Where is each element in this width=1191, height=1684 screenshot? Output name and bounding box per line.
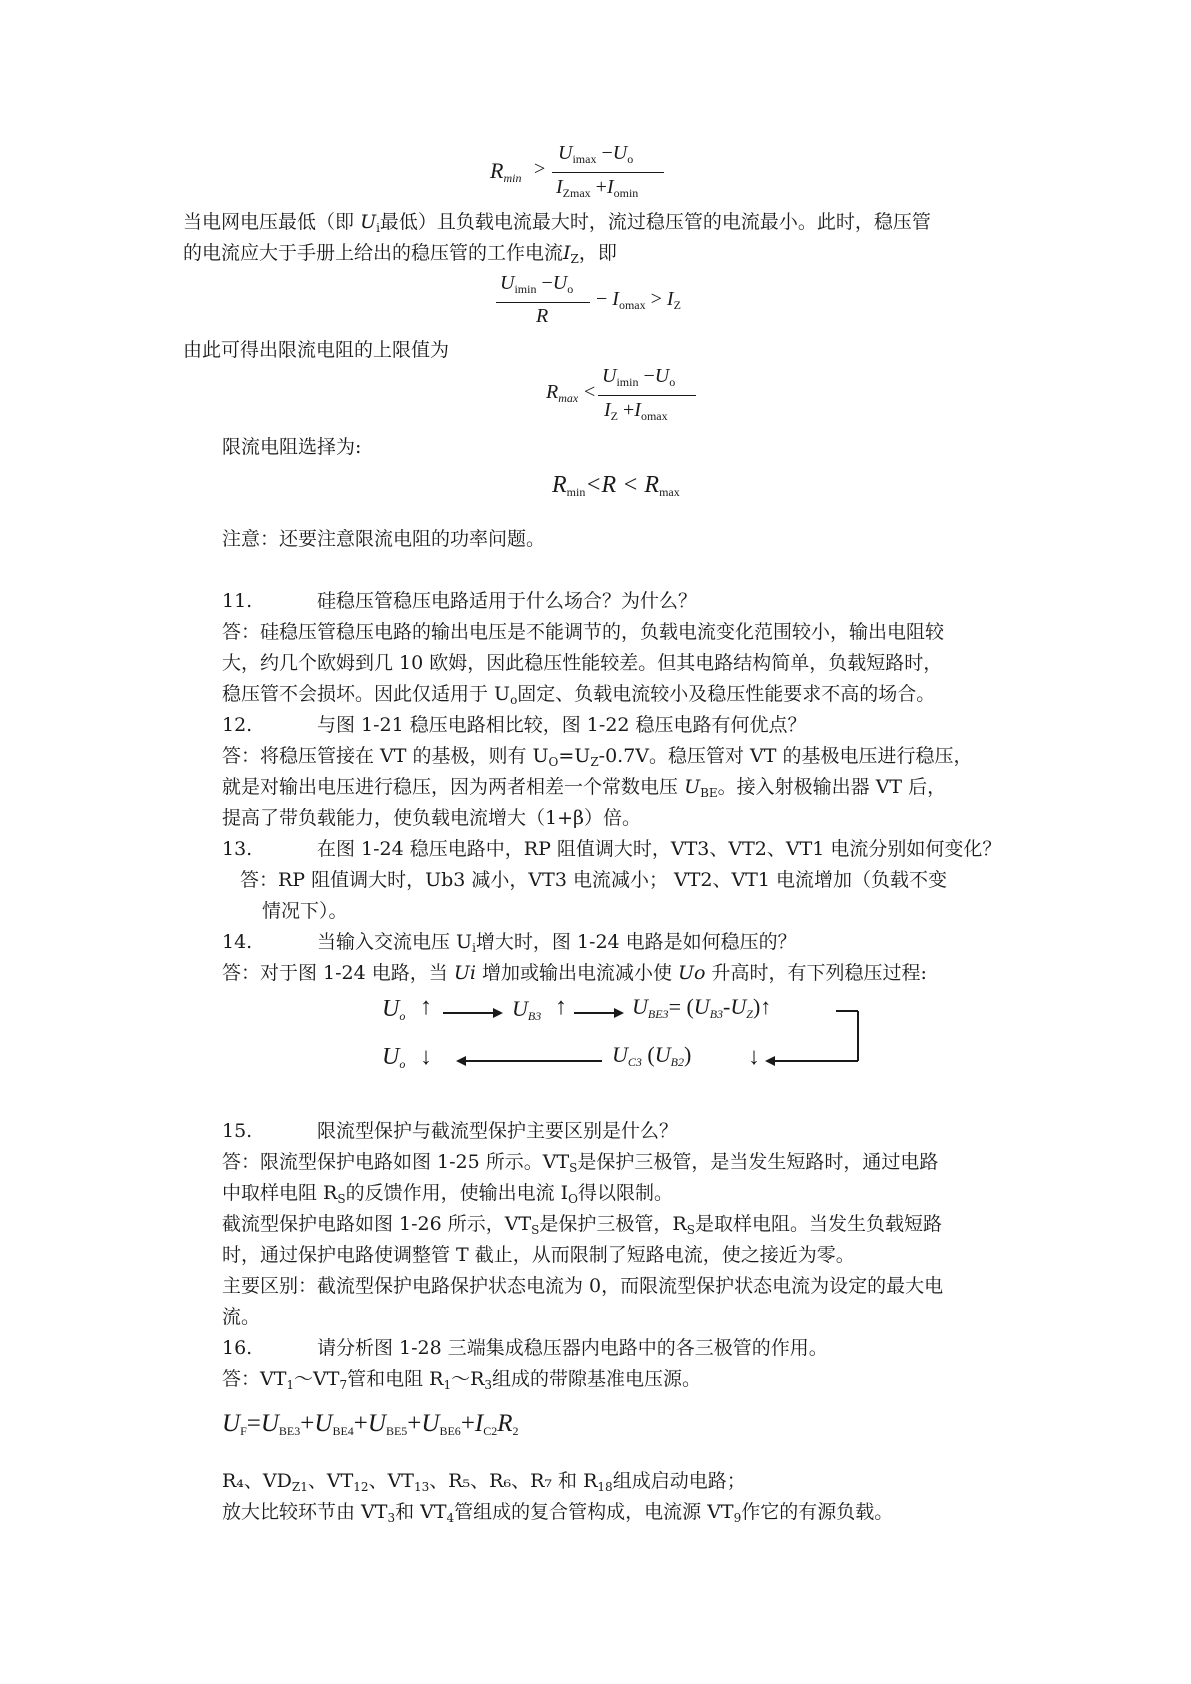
text-symbol: Uo xyxy=(678,962,706,984)
formula-sub: omin xyxy=(613,186,639,200)
up-arrow-icon: ↑ xyxy=(555,994,567,1020)
text-sub: S xyxy=(569,1161,578,1175)
diagram-operator: = ( xyxy=(668,994,694,1019)
formula-operator: < xyxy=(584,381,596,403)
text-run: 答：限流型保护电路如图 1-25 所示。VT xyxy=(222,1151,570,1173)
text-run: ～R xyxy=(451,1368,485,1390)
text-sub: S xyxy=(531,1223,540,1237)
formula-symbol: U xyxy=(260,1410,279,1437)
formula-sub: o xyxy=(627,152,634,166)
text-run: 是取样电阻。当发生负载短路 xyxy=(694,1213,942,1235)
formula-symbol: I xyxy=(474,1410,484,1437)
diagram-symbol: U xyxy=(730,994,747,1019)
question-number: 13. xyxy=(222,838,253,860)
formula-sub: max xyxy=(659,485,680,499)
text-run: 截流型保护电路如图 1-26 所示，VT xyxy=(222,1213,532,1235)
answer-line xyxy=(222,1466,746,1496)
text-symbol: U xyxy=(360,211,377,233)
formula-symbol: R xyxy=(490,158,504,183)
text-sub: 3 xyxy=(484,1378,493,1392)
formula-symbol: I xyxy=(604,399,611,421)
answer-line: 主要区别：截流型保护电路保护状态电流为 0，而限流型保护状态电流为设定的最大电 xyxy=(222,1275,944,1297)
text-run: 是保护三极管，是当发生短路时，通过电路 xyxy=(577,1151,939,1173)
text-run: ～VT xyxy=(294,1368,340,1390)
formula-sub: Z xyxy=(610,409,619,423)
text-run: 放大比较环节由 VT xyxy=(222,1501,388,1523)
formula-operator: <R < xyxy=(585,472,639,498)
formula-sub: Z xyxy=(673,298,681,312)
text-run: 的反馈作用，使输出电流 I xyxy=(345,1182,569,1204)
question-number: 12. xyxy=(222,714,253,736)
text-sub: Z1 xyxy=(291,1480,308,1494)
formula-sub: imin xyxy=(616,375,639,389)
formula-sub: C2 xyxy=(483,1424,498,1438)
diagram-symbol: U xyxy=(693,994,710,1019)
question-text: 增大时，图 1-24 电路是如何稳压的？ xyxy=(475,931,797,953)
answer-line: 答：RP 阻值调大时，Ub3 减小，VT3 电流减小； VT2、VT1 电流增加（负载不变 xyxy=(240,869,948,891)
formula-sub: BE5 xyxy=(385,1424,408,1438)
down-arrow-icon: ↓ xyxy=(748,1044,760,1070)
formula-operator: > xyxy=(534,158,546,180)
diagram-sub: o xyxy=(399,1009,406,1023)
formula-symbol: R xyxy=(546,381,559,403)
diagram-expression xyxy=(612,1042,691,1068)
formula-operator: = xyxy=(246,1410,261,1437)
question-text: 当输入交流电压 U xyxy=(317,931,473,953)
text-run: 得以限制。 xyxy=(577,1182,673,1204)
answer-line: 流。 xyxy=(222,1306,261,1328)
answer-line xyxy=(222,1209,942,1239)
formula-symbol: U xyxy=(558,142,573,164)
formula-sub: o xyxy=(669,375,676,389)
text-run: 当电网电压最低（即 xyxy=(183,211,355,233)
question-text: 在图 1-24 稳压电路中，RP 阻值调大时，VT3、VT2、VT1 电流分别如何变化？ xyxy=(317,838,1002,860)
formula-symbol: R xyxy=(644,472,660,498)
diagram-operator: ) xyxy=(683,1042,692,1067)
formula-symbol: U xyxy=(602,365,617,387)
text-run: 答：VT xyxy=(222,1368,287,1390)
text-run: 组成的带隙基准电压源。 xyxy=(492,1368,702,1390)
formula-symbol: U xyxy=(552,272,568,294)
text-run: 升高时，有下列稳压过程: xyxy=(711,962,927,984)
formula-sub: min xyxy=(566,485,586,499)
text-run: 、VT xyxy=(368,1470,414,1492)
text-run: 管和电阻 R xyxy=(347,1368,444,1390)
answer-line: 提高了带负载能力，使负载电流增大（1+β）倍。 xyxy=(222,807,641,829)
formula-uf xyxy=(222,1410,519,1438)
text-sub: 18 xyxy=(597,1480,613,1494)
answer-line xyxy=(222,1364,701,1394)
formula-symbol: I xyxy=(634,399,641,421)
diagram-expression xyxy=(632,994,771,1020)
text-run: 是保护三极管，R xyxy=(539,1213,687,1235)
formula-symbol: U xyxy=(421,1410,440,1437)
formula-symbol: R xyxy=(536,305,549,327)
formula-operator: + xyxy=(300,1410,315,1437)
formula-sub: BE6 xyxy=(439,1424,461,1438)
text-run: 。接入射极输出器 VT 后， xyxy=(717,776,947,798)
question-line xyxy=(222,1116,678,1146)
diagram-symbol: U xyxy=(632,994,648,1019)
text-run: 增加或输出电流减小使 xyxy=(481,962,672,984)
text-sub: 7 xyxy=(339,1378,348,1392)
paragraph-line: 由此可得出限流电阻的上限值为 xyxy=(183,339,450,361)
formula-operator: − xyxy=(596,288,608,310)
answer-line: 时，通过保护电路使调整管 T 截止，从而限制了短路电流，使之接近为零。 xyxy=(222,1244,855,1266)
text-sub: o xyxy=(510,693,518,707)
answer-line xyxy=(222,1497,893,1527)
formula-sub: BE3 xyxy=(278,1424,301,1438)
formula-sub: omax xyxy=(640,409,668,423)
formula-operator: − xyxy=(643,365,655,387)
arrow-head xyxy=(456,1056,466,1066)
arrow-head xyxy=(614,1008,624,1018)
text-sub: 1 xyxy=(286,1378,295,1392)
formula-symbol: U xyxy=(367,1410,386,1437)
text-run: 和 VT xyxy=(395,1501,447,1523)
formula-symbol: U xyxy=(654,365,670,387)
diagram-sub: B3 xyxy=(709,1007,724,1021)
formula-sub: min xyxy=(503,171,522,185)
text-sub: S xyxy=(686,1223,695,1237)
formula-sub: omax xyxy=(618,298,646,312)
formula-symbol: I xyxy=(606,176,614,198)
question-number: 16. xyxy=(222,1337,253,1359)
text-sub: 3 xyxy=(387,1511,396,1525)
text-symbol: U xyxy=(684,776,701,798)
formula-symbol: R xyxy=(497,1410,513,1437)
text-sub: i xyxy=(472,941,476,955)
question-text: 与图 1-21 稳压电路相比较，图 1-22 稳压电路有何优点？ xyxy=(317,714,807,736)
diagram-sub: o xyxy=(399,1057,406,1071)
formula-symbol: U xyxy=(500,272,515,294)
formula-operator: + xyxy=(460,1410,475,1437)
diagram-row-2 xyxy=(382,1044,405,1071)
text-run: 组成启动电路； xyxy=(612,1470,746,1492)
text-run: 管组成的复合管构成，电流源 VT xyxy=(454,1501,734,1523)
text-sub: i xyxy=(376,221,380,235)
text-sub: Z xyxy=(570,252,579,266)
text-run: 最低）且负载电流最大时，流过稳压管的电流最小。此时，稳压管 xyxy=(379,211,931,233)
diagram-symbol-ub3 xyxy=(512,996,541,1022)
text-sub: O xyxy=(568,1192,578,1206)
diagram-symbol: U xyxy=(512,996,528,1021)
formula-operator: + xyxy=(407,1410,422,1437)
arrow-head xyxy=(765,1056,775,1066)
text-sub: 4 xyxy=(446,1511,455,1525)
diagram-operator: ( xyxy=(647,1042,655,1067)
text-sub: 12 xyxy=(353,1480,369,1494)
diagram-sub: B3 xyxy=(527,1009,542,1023)
diagram-symbol: U xyxy=(382,996,400,1022)
diagram-symbol: U xyxy=(382,1044,400,1070)
text-run: 稳压管不会损坏。因此仅适用于 U xyxy=(222,683,511,705)
formula-sub: 2 xyxy=(512,1424,519,1438)
formula-sub: o xyxy=(567,282,574,296)
diagram-symbol: U xyxy=(654,1042,671,1067)
text-run: 、R₅、R₆、R₇ 和 R xyxy=(429,1470,598,1492)
diagram-sub: B2 xyxy=(670,1055,684,1069)
text-run: 答：对于图 1-24 电路，当 xyxy=(222,962,448,984)
question-text: 限流型保护与截流型保护主要区别是什么？ xyxy=(317,1120,679,1142)
formula-symbol: U xyxy=(222,1410,241,1437)
text-run: R₄、VD xyxy=(222,1470,292,1492)
diagram-sub: Z xyxy=(746,1007,753,1021)
text-run: ，即 xyxy=(578,242,617,264)
answer-line xyxy=(222,1147,938,1177)
formula-sub: imax xyxy=(572,152,597,166)
formula-sub: BE4 xyxy=(332,1424,354,1438)
question-line xyxy=(222,1333,828,1363)
formula-operator: + xyxy=(353,1410,368,1437)
question-number: 15. xyxy=(222,1120,253,1142)
question-number: 11. xyxy=(222,590,253,612)
text-run: 固定、负载电流较小及稳压性能要求不高的场合。 xyxy=(517,683,936,705)
text-sub: 13 xyxy=(413,1480,430,1494)
formula-operator: − xyxy=(601,142,613,164)
formula-sub: imin xyxy=(514,282,537,296)
formula-operator: > xyxy=(650,288,662,310)
question-text: 硅稳压管稳压电路适用于什么场合？为什么？ xyxy=(317,590,698,612)
text-run: -0.7V。稳压管对 VT 的基极电压进行稳压， xyxy=(598,745,973,767)
formula-operator: − xyxy=(541,272,553,294)
answer-line: 大，约几个欧姆到几 10 欧姆，因此稳压性能较差。但其电路结构简单，负载短路时， xyxy=(222,652,943,674)
formula-symbol: I xyxy=(612,288,619,310)
arrow-head xyxy=(493,1008,503,1018)
down-arrow-icon: ↓ xyxy=(420,1044,432,1070)
formula-operator: + xyxy=(595,176,607,198)
formula-sub: Zmax xyxy=(562,186,591,200)
answer-line: 情况下）。 xyxy=(262,900,348,922)
paragraph-line: 注意：还要注意限流电阻的功率问题。 xyxy=(222,528,546,550)
formula-sub: F xyxy=(240,1424,247,1438)
question-text: 请分析图 1-28 三端集成稳压器内电路中的各三极管的作用。 xyxy=(317,1337,828,1359)
formula-symbol: I xyxy=(666,288,674,310)
text-sub: Z xyxy=(590,755,599,769)
diagram-sub: C3 xyxy=(627,1055,642,1069)
answer-line: 答：硅稳压管稳压电路的输出电压是不能调节的，负载电流变化范围较小，输出电阻较 xyxy=(222,621,945,643)
text-sub: O xyxy=(548,755,559,769)
paragraph-line: 限流电阻选择为: xyxy=(222,436,362,458)
formula-sub: max xyxy=(558,391,579,405)
formula-symbol: I xyxy=(556,176,563,198)
up-arrow-icon: ↑ xyxy=(760,994,772,1019)
diagram-symbol: U xyxy=(612,1042,628,1067)
formula-operator: + xyxy=(623,399,635,421)
text-symbol: I xyxy=(563,242,571,264)
diagram-row-1 xyxy=(382,996,405,1023)
question-number: 14. xyxy=(222,931,253,953)
text-run: 中取样电阻 R xyxy=(222,1182,338,1204)
text-run: 就是对输出电压进行稳压，因为两者相差一个常数电压 xyxy=(222,776,679,798)
diagram-sub: BE3 xyxy=(647,1007,669,1021)
text-run: 、VT xyxy=(307,1470,354,1492)
text-sub: S xyxy=(337,1192,346,1206)
formula-symbol: U xyxy=(612,142,628,164)
text-sub: 9 xyxy=(733,1511,742,1525)
text-run: 的电流应大于手册上给出的稳压管的工作电流 xyxy=(183,242,564,264)
formula-symbol: U xyxy=(314,1410,333,1437)
diagram-operator: - xyxy=(723,994,731,1019)
text-run: =U xyxy=(558,745,591,767)
answer-line xyxy=(222,1178,673,1208)
diagram-operator: ) xyxy=(752,994,761,1019)
formula-symbol: R xyxy=(552,472,567,498)
up-arrow-icon: ↑ xyxy=(420,994,432,1020)
text-sub: BE xyxy=(700,786,718,800)
text-run: 答：将稳压管接在 VT 的基极，则有 U xyxy=(222,745,549,767)
text-run: 作它的有源负载。 xyxy=(741,1501,894,1523)
text-symbol: Ui xyxy=(453,962,476,984)
text-sub: 1 xyxy=(443,1378,452,1392)
